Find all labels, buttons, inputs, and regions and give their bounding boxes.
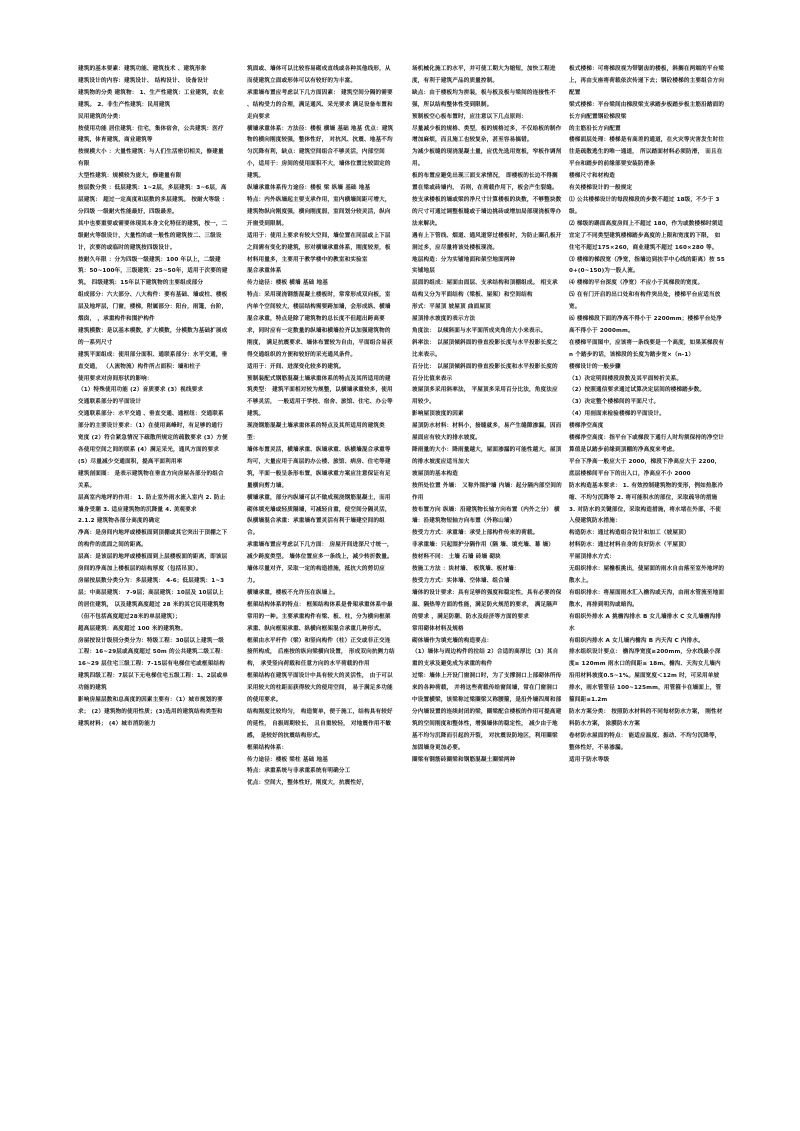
text-paragraph: 遇有上下管线、烟道、通风道穿过楼板时，为防止圈孔板开洞过多，应尽量将该处楼板现浇。 — [412, 232, 562, 251]
text-paragraph: 斜率法： 以屋顶倾斜面的垂直投影长度与水平投影长度之比来表示。 — [412, 339, 558, 358]
text-paragraph: 百分比： 以屋顶倾斜面的垂直投影长度和水平投影长度的百分比值来表示 — [412, 363, 558, 382]
text-paragraph: ⑸ 在有门开启的出口处和有构件突出处，楼梯平台应适当放宽。 — [569, 292, 721, 311]
text-paragraph: 框架结构在建筑平面设计中具有较大的灵活性， 由于可以采用较大的柱距而获得较大的使用空间， 易于满足多功能的使用要求。 — [247, 673, 393, 704]
text-paragraph: 墙体的设计要求：具有足够的强度和稳定性，具有必要的保温、隔热等方面的性能，满足防火规范的要求， 满足隔声的要求 ，满足防潮、防水及经济等方面的要求 — [412, 589, 562, 620]
text-paragraph: 楼梯设计的一般步骤 — [569, 363, 621, 370]
text-paragraph: 横墙承重体系：方法径：楼板 横墙 基础 地基 优点：建筑物的横向刚度较强，整体性好， 对抗风、抗震、地基不均匀沉降有利，缺点：建筑空间组合不够灵活，内部空间小，适用于：房间的使用面积不大，墙体位置比较固定的建筑。 — [247, 125, 394, 180]
text-paragraph: 楼梯净空高度 — [569, 423, 604, 430]
text-paragraph: 过梁：墙体上开设门窗洞口时，为了支撑洞口上部砌体所传来的各种荷载， 并将这些荷载传给窗间墙，常在门窗洞口中设置横梁，该梁称过梁圈梁又称腰箍，是沿外墙四周和部分内墙设置的连续封闭的梁，圈梁配合楼板的作用可提高建筑的空间刚度和整体性，增强墙体的稳定性， 减少由于地基不均匀沉降而引起的开裂， 对抗震设防地区，利用圈梁加固墙身更加必要。 — [412, 673, 562, 751]
text-paragraph: 建筑模数：是以基本模数，扩大模数，分模数为基础扩展成的一系列尺寸 — [78, 327, 228, 346]
text-paragraph: 墙体布置灵活，横墙承重、纵墙承重、纵横墙混合承重等均可，大量应用于高层的办公楼、旅馆、病房、住宅等建筑，平面一般呈条形布置，纵墙承重方案应注意保证有足量横向剪力墙。 — [247, 447, 391, 489]
text-paragraph: 在楼梯平面图中，应该将一条线要是一个高度，如果某梯段有 n 个踏步的话，该梯段的长度为踏步宽×（n-1） — [569, 339, 725, 358]
text-paragraph: 实铺地层 — [412, 268, 435, 275]
text-paragraph: 建筑的基本要素：建筑功能、建筑技术 、建筑形象 — [78, 66, 207, 72]
text-paragraph: 建筑设计的内容：建筑设计、 结构设计、 设备设计 — [78, 77, 209, 84]
text-paragraph: 楼梯尺寸和材构造 — [569, 173, 615, 180]
text-paragraph: 建筑剖面图： 是表示建筑物在垂直方向房屋各部分的组合关系。 — [78, 470, 224, 489]
text-paragraph: 常用砌体材料及规格 — [412, 625, 464, 632]
text-paragraph: 纵墙承重体系传力途径：楼板 梁 纵墙 基础 地基 — [247, 185, 371, 192]
text-paragraph: 特点：采用现浇钢筋混凝土楼板时，常常形成双向板，室内单个空间较大，楼层结构需要跨加墙，会形成纵、横墙混合承重，特点是除了建筑物的总长度不但超出跨高要求，同时应有一定数量的纵墙和横墙拉齐以加强建筑物的刚度， 满足抗震要求、墙体布置较为自由，平面组合易获得交通组织的方便和较好的采光通风条件。 — [247, 292, 393, 358]
text-paragraph: （3）决定整个楼梯间的平面尺寸。 — [569, 399, 660, 406]
text-column-3 — [412, 64, 562, 1124]
text-paragraph: 形式：平屋顶 坡屋顶 曲面屋顶 — [412, 304, 491, 311]
text-paragraph: 房屋按设计级别分类分为：特级工程：30层以上建筑一级工程：16~29层或高度超过 50m 的公共建筑二级工程：16~29 层住宅三级工程：7-15层有电梯住宅或框架结构建筑四级工程：7层以下无电梯住宅五级工程：1、2层或单功能的建筑 — [78, 637, 228, 692]
text-paragraph: 其中也要重要或需要体现其本身文化特征的建筑，按一，二级耐火等级设计，大量性的或一般性的建筑按二、三级设计，次要的或临时的建筑按四级设计。 — [78, 220, 228, 251]
text-paragraph: 砌体墙作为填充墙的构造要点： — [412, 637, 493, 644]
text-paragraph: 坡屋顶多采用斜率法， 平屋顶多采用百分比法，角度法应用较少。 — [412, 387, 558, 406]
text-paragraph: 按层数分类 ：低层建筑：1~2层，多层建筑：3~6层，高层建筑： 超过一定高度和层数的多层建筑。 按耐火等级 ：分四级 一级耐火性能最好，四级最差。 — [78, 185, 228, 215]
text-paragraph: 楼梯面层处理：楼梯是有高差的通道，在火灾等灾害发生时往往是疏散逃生的唯一通道， 所以踏面材料必须防滑， 而且在平台和踏步的前缘部要安装防滑条 — [569, 137, 725, 168]
text-paragraph: 优点：空间大，整体性好，刚度大，抗震性好， — [247, 780, 368, 787]
text-paragraph: 特点：内外纵墙起主要支承作用，室内横墙间距可增大，建筑物纵向刚度强，横向刚度弱，室间划分较灵活，纵向开窗受到限制。 — [247, 196, 391, 227]
text-paragraph: 材料防水：通过材料自身的良好防水（平屋顶） — [569, 542, 690, 549]
text-paragraph: 特点：承重系统与非承重系统有明确分工 — [247, 768, 351, 775]
text-paragraph: （1）墙体与周边构件的拉结 2）合适的高厚比（3）其自重的支承及避免成为承重的构件 — [412, 649, 559, 668]
text-paragraph: 按所处位置 外墙： 又称外围护墙 内墙：起分隔内部空间的作用 — [412, 482, 562, 501]
text-paragraph: 圈梁有钢筋砖圈梁和钢筋混凝土圈梁两种 — [412, 756, 516, 763]
text-paragraph: 超高层建筑：高度超过 100 米的建筑物。 — [78, 625, 187, 632]
text-paragraph: 框架结构体系的特点： 框架结构体系是骨架承重体系中最常用的一种。主要承重构件有梁、板、柱，分为横向框架承重、纵向框架承重、纵横向框架混合承重几种形式。 — [247, 601, 393, 632]
text-paragraph: 民用建筑的分类： — [78, 113, 124, 120]
text-paragraph: 2.1.2 建筑物各部分高度的确定 — [78, 518, 160, 525]
text-paragraph: 有组织内排水 A 女儿墙内檐沟 B 内天沟 C 内排水。 — [569, 637, 704, 644]
text-paragraph: 影响屋顶坡度的因素 — [412, 411, 464, 418]
text-paragraph: （1）特殊使用功能 (2）音质要求 (3）视线要求 — [78, 387, 204, 394]
text-column-4 — [569, 64, 725, 1124]
text-paragraph: ⑵ 梯级的踢面高度房间上不超过 180，作为或数楼梯时须适宜定了不同类型建筑楼梯踏步高度的上限和宽度的下限， 如住宅不超过175×260，商业建筑不超过 160×280 等。 — [569, 220, 724, 251]
text-paragraph: 层高：是该层的地坪或楼板面到上层楼板面的距离，即该层房间的净高加上楼板层的结构厚度（包括吊顶）。 — [78, 554, 228, 573]
text-paragraph: 框架结构体系： — [247, 744, 288, 751]
text-paragraph: 场机械化施工的水平，并可使工期大为缩短，加快工程进度，有利于建筑产品的质量控制。 — [412, 66, 556, 84]
text-paragraph: 筑面或、墙体可以比较容易砌成直线或各种其他线形，从而使建筑立面或形体可以有较好的为丰富。 — [247, 66, 391, 84]
text-paragraph: 有关楼梯设计的一般规定 — [569, 185, 633, 192]
text-paragraph: 混合承重体系 — [247, 268, 282, 275]
text-paragraph: 梁式楼梯：平台梁间由梯段梁支承踏步板踏步板主筋沿踏面的长方向配置钢砼梯段梁 — [569, 101, 725, 120]
text-paragraph: 组成部分：六大部分、八大构件：要有基础、墙或柱、楼板层及地坪层，门窗，楼梯，附属部分：阳台，雨篷，台阶，烟囱， ，承重构件和围护构件 — [78, 292, 228, 323]
text-paragraph: 构造防水：通过构造组合设计和加工（坡屋顶） — [569, 530, 690, 537]
text-paragraph: 横墙承重，部分内纵墙可以不做成现浇钢筋混凝土，而用砌体填充墙或轻质隔墙，可减轻自重，使空间分隔灵活，纵横墙混合承重：承重墙布置灵活有利于墙建空间的组合。 — [247, 494, 391, 537]
text-paragraph: 非承重墙：只起围护分隔作用（隔 墙、填充墙、幕 墙） — [412, 542, 555, 549]
text-paragraph: 使用要求对房间形状的影响： — [78, 375, 153, 382]
text-paragraph: 适用于：开间、进深变化较多的建筑。 — [247, 363, 345, 370]
text-paragraph: 按施工方法 ：块材墙、 板筑墙、板材墙： — [412, 566, 520, 573]
text-paragraph: 板的布置应避免出现三面支承情况， 即楼板的长边不得搁置在梁或砖墙内， 否则，在荷载作用下，板会产生裂缝。 — [412, 173, 558, 192]
text-paragraph: 屋顶防水材料：材料小，接缝就多，易产生缝隙渗漏，因而屋面应有较大的排水坡度。 — [412, 423, 562, 442]
text-paragraph: 板式楼梯：可将梯段视为带锯齿的楼板，斜搁在两端的平台梁上，再由支座将荷载依次传递下去；钢砼楼梯的主要组合方向配置 — [569, 66, 725, 96]
text-paragraph: ⑴ 公共楼梯设计的每段梯段的步数不超过 18级，不少于 3 级。 — [569, 196, 720, 215]
text-paragraph: 按布置方向 纵墙：沿建筑物长轴方向布置（内外之分） 横墙：沿建筑物短轴方向布置（外称山墙） — [412, 506, 560, 525]
text-paragraph: 房屋按层数分类分为：多层建筑： 4-6；低层建筑：1~3层；中高层建筑： 7-9层；高层建筑：10层及 10层以上的居住建筑， 以及建筑高度超过 28 米的其它民用建筑物（但不包括高度超过28米的单层建筑）； — [78, 577, 225, 620]
text-paragraph: 层高室内地坪的作用： 1. 防止室外雨水流入室内 2. 防止墙身受潮 3. 适应建筑物的沉降量 4. 美观要求 — [78, 494, 226, 513]
text-paragraph: 交通联系部分的平面设计 — [78, 399, 142, 406]
text-paragraph: 横墙承重，楼板不允许压在纵墙上。 — [247, 589, 339, 596]
text-paragraph: 结构刚度比较均匀， 构造简单，便于施工，结构具有较好的延性， 自振周期较长， 且自重较轻， 对地震作用不敏感， 是较好的抗震结构形式。 — [247, 708, 393, 739]
text-paragraph: 有组织外排水 A 挑檐沟排水 B 女儿墙排水 C 女儿墙檐沟排水 — [569, 613, 722, 632]
text-paragraph: 传力途径：楼板 梁柱 基础 地基 — [247, 756, 328, 763]
text-paragraph: 适用于：使用上要求有较大空间，墙位置在同层或上下层之间需有变化的建筑，形对横墙承重体系，刚度较差，板材料用量多，主要用于教学楼中的教室和实验室 — [247, 232, 391, 263]
text-paragraph: 缺点：由于楼板均为拼装，板与板及板与梁间的连接性不强，所以结构整体性受到限制。 — [412, 89, 556, 108]
text-paragraph: 承重墙布置应考虑以下几方面： 房屋开间进深尺寸统一，减少跨度类型。 墙体位置应多一条线上，减少转折数量。 墙体尽量对齐，采取一定的构造措施，抵抗大的剪切应力。 — [247, 542, 393, 584]
text-paragraph: 影响房屋层数和总高度的因素主要有：（1）城市规划的要求； (2）建筑物的使用性质；(3)选用的建筑结构类型和建筑材料； (4）城市消防能力 — [78, 697, 223, 727]
text-paragraph: （2）按照通信要求通过试算决定层间的楼梯踏步数。 — [569, 387, 706, 394]
text-paragraph: ⑷ 楼梯的平台深度（净宽）不应小于其梯段的宽度。 — [569, 280, 704, 287]
text-paragraph: ⑹ 楼梯梯段下面的净高不得小于 2200mm；楼梯平台处净高不得小于 2000mm。 — [569, 316, 722, 334]
text-paragraph: 楼梯净空高度：指平台下或梯段下通行人时均须保持的净空计算值是以踏步前缘到顶棚的净高度来考虑。 — [569, 435, 725, 453]
text-paragraph: （1）决定明间楼段段数及其平面转折关系。 — [569, 375, 683, 382]
text-paragraph: 层面的组成：屋面由面层、支承结构和顶棚组成。 相支承结构又分为平面结构（梁板、屋架）和空间结构 — [412, 280, 558, 299]
text-paragraph: 建筑物的分类 建筑物： 1、生产性建筑：工业建筑，农业建筑。 2、非生产性建筑：民用建筑 — [78, 89, 225, 108]
text-paragraph: ⑶ 楼梯的梯段宽（净宽，指墙边到扶手中心线的距离）按 550+(0~150)为一股人流。 — [569, 256, 725, 275]
text-paragraph: 角度法： 以倾斜面与水平面所成夹角的大小来表示。 — [412, 327, 547, 334]
text-paragraph: 承重墙布置应考虑以下几方面因素： 建筑空间分隔的需要 、结构受力的合理，满足通风、采光要求 满足设备布置和走向要求 — [247, 89, 393, 120]
text-paragraph: 大型性建筑：规模较为庞大，修建量有限 — [78, 173, 182, 180]
text-paragraph: 卷材防水屋面的特点： 能适应温度、振动、不均匀沉降等，整体性好，不易渗漏。 — [569, 732, 721, 751]
text-paragraph: 按支承楼板的墙或梁的净尺寸计算楼板的块数，不够整块数的尺寸可通过调整板缝或于墙边挑砖或增加局部现浇板等办法来解决。 — [412, 196, 562, 227]
text-paragraph: 交通联系部分：水平交通 、垂直交通、通框纽：交通联系部分的主要设计要求：（1）在使用高峰时，有足够的通行宽度 (2）符合紧急情况下疏散所规定的疏散要求 (3）方便各使用空间之间的联系 (4）满足采光，通风方面的要求 (5）尽量减少交通面积，提高平面利用率 — [78, 411, 228, 465]
text-paragraph: 尽量减少板的规格、类型，板的规格过多，不仅给板的制作增加麻烦，而且施工也较复杂，甚至容易搞错。 — [412, 125, 562, 144]
text-paragraph: 按耐久年限 ：分为四级一级建筑：100 年以上，二级建筑：50~100年，三级建筑：25~50年，适用于次要的建筑。 四级建筑：15年以下建筑物的主要组成部分 — [78, 256, 228, 287]
text-paragraph: 按受力方式：承重墙：承受上部构件传来的荷载。 — [412, 530, 539, 537]
text-paragraph: 框架由水平杆件（梁）和竖向构件（柱）正交或非正交连接所构成， 后座按的纵向梁横向设置， 形成双向抗侧力结构， 承受竖向荷载和任意方向的水平荷载的作用 — [247, 637, 395, 668]
text-paragraph: 防水方案分类： 按照防水材料的不同每材防水方案， 刚性材料防水方案， 涂膜防水方案 — [569, 708, 723, 727]
text-paragraph: （4）用剖面来检验楼梯的平面设计。 — [569, 411, 665, 418]
text-paragraph: 适用于防水等级 — [569, 756, 610, 763]
text-paragraph: 净高：是房间内地坪或楼板面到顶棚或其它突出于顶棚之下的构件的底面之间的距离。 — [78, 530, 228, 549]
text-paragraph: 坡屋顶的基本构造 — [412, 470, 458, 477]
text-paragraph: 预制装配式钢筋混凝土墙承重体系的特点及其所适用的建筑类型： 建筑平面相对较为规整，以横墙承重较多，使用不够灵活， 一般适用于学校、宿舍、旅馆、住宅、办公等建筑。 — [247, 375, 393, 418]
text-paragraph: 预制板空心板布置时，应注意以下几点原则： — [412, 113, 527, 120]
text-paragraph: 排水组织设计要点： 檐沟净宽度≥200mm，分水线最小深度≥ 120mm 雨水口的间距≤ 18m。檐沟、天沟女儿墙内沿用材料坡度0.5~1%。屋面宽度＜12m 时，可采用单坡排水，雨水管管径 100~125mm，用管箍卡在墙面上，管箍间距≤1.2m — [569, 649, 722, 704]
text-paragraph: 传力途径：楼板 横墙 基础 地基 — [247, 280, 328, 287]
text-paragraph: 地层构造：分为实铺地面和架空地面两种 — [412, 256, 516, 263]
text-paragraph: 平屋顶排水方式： — [569, 554, 615, 561]
text-column-1 — [78, 64, 228, 1124]
text-paragraph: 按材料不同： 土墙 石墙 砖墙 砌块 — [412, 554, 501, 561]
text-paragraph: 的主筋沿长方向配置 — [569, 125, 621, 132]
text-paragraph: 按规模大小 ：大量性建筑：与人们生活密切相关，修建量有限 — [78, 149, 224, 168]
text-paragraph: 无组织排水：屋檐板挑出，使屋面的雨水自由落至室外地坪的散水上。 — [569, 566, 725, 584]
text-paragraph: 防水构造基本要求： 1. 有效控制建筑物的变形，例如热胀冷缩、不均匀沉降等 2. 将可能积水的部位，采取疏导的措施 3. 对防水的关键部位，采取构造措施，将水堵在外部，不使入侵建筑防水措施： — [569, 482, 724, 525]
text-paragraph: 有组织排水：将屋面雨水汇入檐沟或天沟，由雨水管流至地面散水，再排到明沟或暗沟。 — [569, 589, 725, 608]
text-column-2 — [247, 64, 395, 1124]
text-paragraph: 屋顶排水坡度的表示方法 — [412, 316, 476, 323]
text-paragraph: 平台下净高一般应大于 2000，梯段下净高应大于 2200， 底层楼梯间平台下的出入口，净高应不小 2000 — [569, 458, 721, 477]
text-paragraph: 按使用功能 居住建筑：住宅，集体宿舍，公共建筑：医疗建筑，体育建筑，商业建筑等 — [78, 125, 224, 144]
text-paragraph: 降雨量的大小：降雨量越大，屋面渗漏的可能性越大，屋顶的排水坡度应适当加大 — [412, 447, 562, 465]
text-paragraph: 按受力方式：实体墙、空体墙、组合墙 — [412, 577, 510, 584]
text-paragraph: 建筑平面组成：使用部分面积、通联系部分：水平交通，垂直交通， （人流物流）构件所占面积：墙和柱子 — [78, 351, 228, 370]
text-paragraph: 为减少板缝的现浇混凝土量，应优先选用宽板，窄板作调剂用。 — [412, 149, 562, 168]
text-paragraph: 现浇钢筋混凝土墙承重体系的特点及其所适用的建筑类型： — [247, 423, 385, 442]
